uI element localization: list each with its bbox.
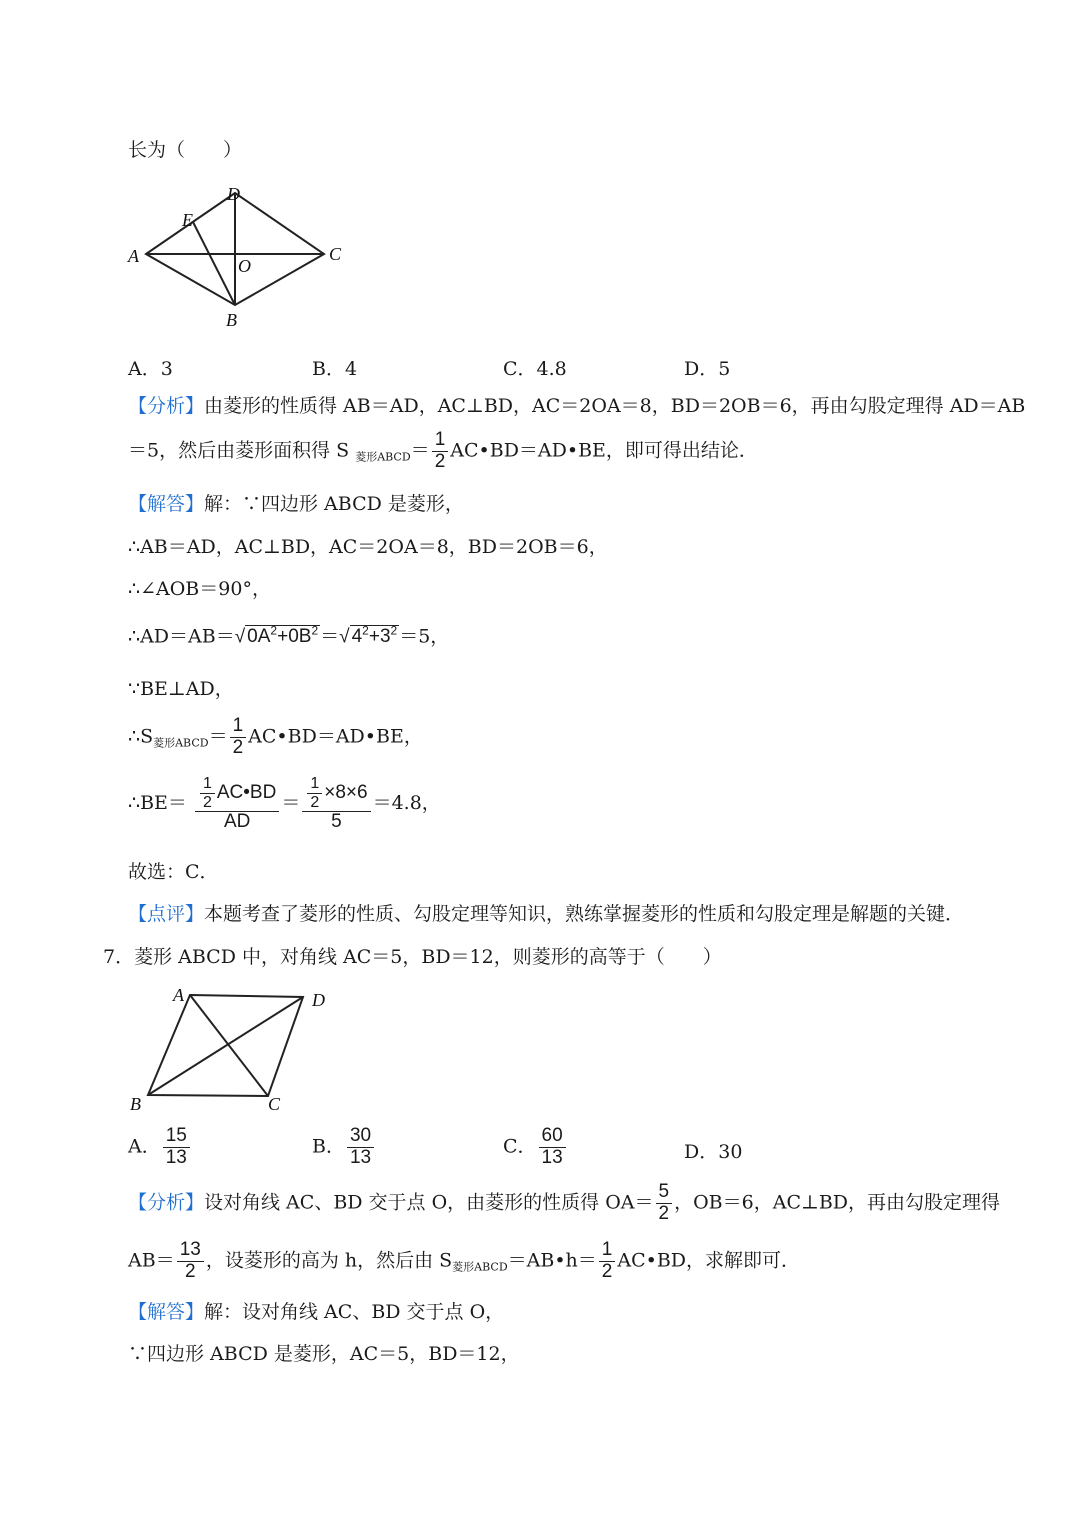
diagonal-ac bbox=[190, 995, 268, 1096]
label-b: B bbox=[130, 1094, 141, 1114]
q7-answer-line-1: 【解答】解：设对角线 AC、BD 交于点 O， bbox=[128, 1301, 505, 1323]
comment-tag: 【点评】 bbox=[128, 903, 205, 925]
q6-option-d: D．5 bbox=[684, 358, 731, 380]
sqrt-expression-1: √ $0A^2+0B^2$ bbox=[234, 624, 319, 648]
q6-step-5: ∵BE⊥AD， bbox=[128, 678, 234, 700]
compound-fraction-2: $\frac{1}{2}$ ×8×6 5 bbox=[302, 775, 370, 833]
q6-analysis-line-2: ＝5，然后由菱形面积得 S $_{菱形ABCD}$＝ $\frac{1}{2}$ AC•BD＝AD•BE，即可得出结论． bbox=[128, 429, 758, 472]
label-a: A bbox=[128, 246, 139, 266]
q6-tail: 长为（ ） bbox=[128, 139, 243, 161]
answer-tag: 【解答】 bbox=[128, 493, 205, 515]
sqrt-expression-2: √ $4^2+3^2$ bbox=[339, 624, 398, 648]
q7-analysis-line-2: AB＝ $\frac{13}{2}$ ，设菱形的高为 h，然后由 $S_{菱形ABCD}=AB•h=$ $\frac{1}{2}$ AC•BD，求解即可． bbox=[128, 1239, 801, 1282]
q7-answer-line-2: ∵四边形 ABCD 是菱形，AC＝5，BD＝12， bbox=[128, 1343, 520, 1365]
fraction-half: $\frac{1}{2}$ bbox=[432, 430, 449, 473]
q6-choice: 故选：C． bbox=[128, 861, 219, 883]
q7-option-d: D．30 bbox=[684, 1141, 743, 1163]
q6-option-c: C．4.8 bbox=[503, 358, 567, 380]
label-b: B bbox=[226, 310, 237, 330]
q6-step-6: $\therefore S_{菱形ABCD}=$ $\frac{1}{2}$ AC•BD＝AD•BE， bbox=[128, 715, 423, 758]
label-c: C bbox=[268, 1094, 281, 1114]
q7-rhombus-figure bbox=[126, 984, 336, 1114]
label-d: D bbox=[227, 184, 240, 204]
label-d: D bbox=[312, 990, 325, 1010]
q6-option-a: A．3 bbox=[128, 358, 173, 380]
q6-comment: 【点评】本题考查了菱形的性质、勾股定理等知识，熟练掌握菱形的性质和勾股定理是解题的关键． bbox=[128, 903, 965, 925]
diagonal-bd bbox=[148, 997, 303, 1095]
q6-option-b: B．4 bbox=[312, 358, 358, 380]
compound-fraction-1: $\frac{1}{2}$ AC•BD AD bbox=[195, 775, 279, 833]
q6-step-7: ∴BE＝ $\frac{1}{2}$ AC•BD AD ＝ $\frac{1}{2}$ ×8×6 5 ＝4.8， bbox=[128, 775, 441, 833]
q7-analysis-line-1: 【分析】设对角线 AC、BD 交于点 O，由菱形的性质得 OA＝ $\frac{5}{2}$ ，OB＝6，AC⊥BD，再由勾股定理得 bbox=[128, 1181, 1001, 1224]
q6-analysis-line-1: 【分析】由菱形的性质得 AB＝AD，AC⊥BD，AC＝2OA＝8，BD＝2OB＝6，再由勾股定理得 AD＝AB bbox=[128, 395, 1026, 417]
q7-option-a: A． $\frac{15}{13}$ bbox=[128, 1126, 192, 1169]
label-e: E bbox=[182, 210, 193, 230]
q7-option-b: B． $\frac{30}{13}$ bbox=[312, 1126, 376, 1169]
q6-step-3: ∴∠AOB＝90°， bbox=[128, 578, 271, 600]
q6-rhombus-figure bbox=[126, 178, 346, 336]
analysis-tag: 【分析】 bbox=[128, 395, 205, 417]
label-o: O bbox=[238, 256, 251, 276]
q6-step-2: ∴AB＝AD，AC⊥BD，AC＝2OA＝8，BD＝2OB＝6， bbox=[128, 536, 608, 558]
q6-step-4: ∴AD＝AB＝√ $0A^2+0B^2$ ＝√ $4^2+3^2 =5$， bbox=[128, 624, 450, 648]
label-a: A bbox=[173, 985, 184, 1005]
label-c: C bbox=[329, 244, 342, 264]
q6-answer-line-1: 【解答】解：∵四边形 ABCD 是菱形， bbox=[128, 493, 464, 515]
q7-option-c: C． $\frac{60}{13}$ bbox=[503, 1126, 568, 1169]
q7-question: 7．菱形 ABCD 中，对角线 AC＝5，BD＝12，则菱形的高等于（ ） bbox=[103, 946, 722, 968]
